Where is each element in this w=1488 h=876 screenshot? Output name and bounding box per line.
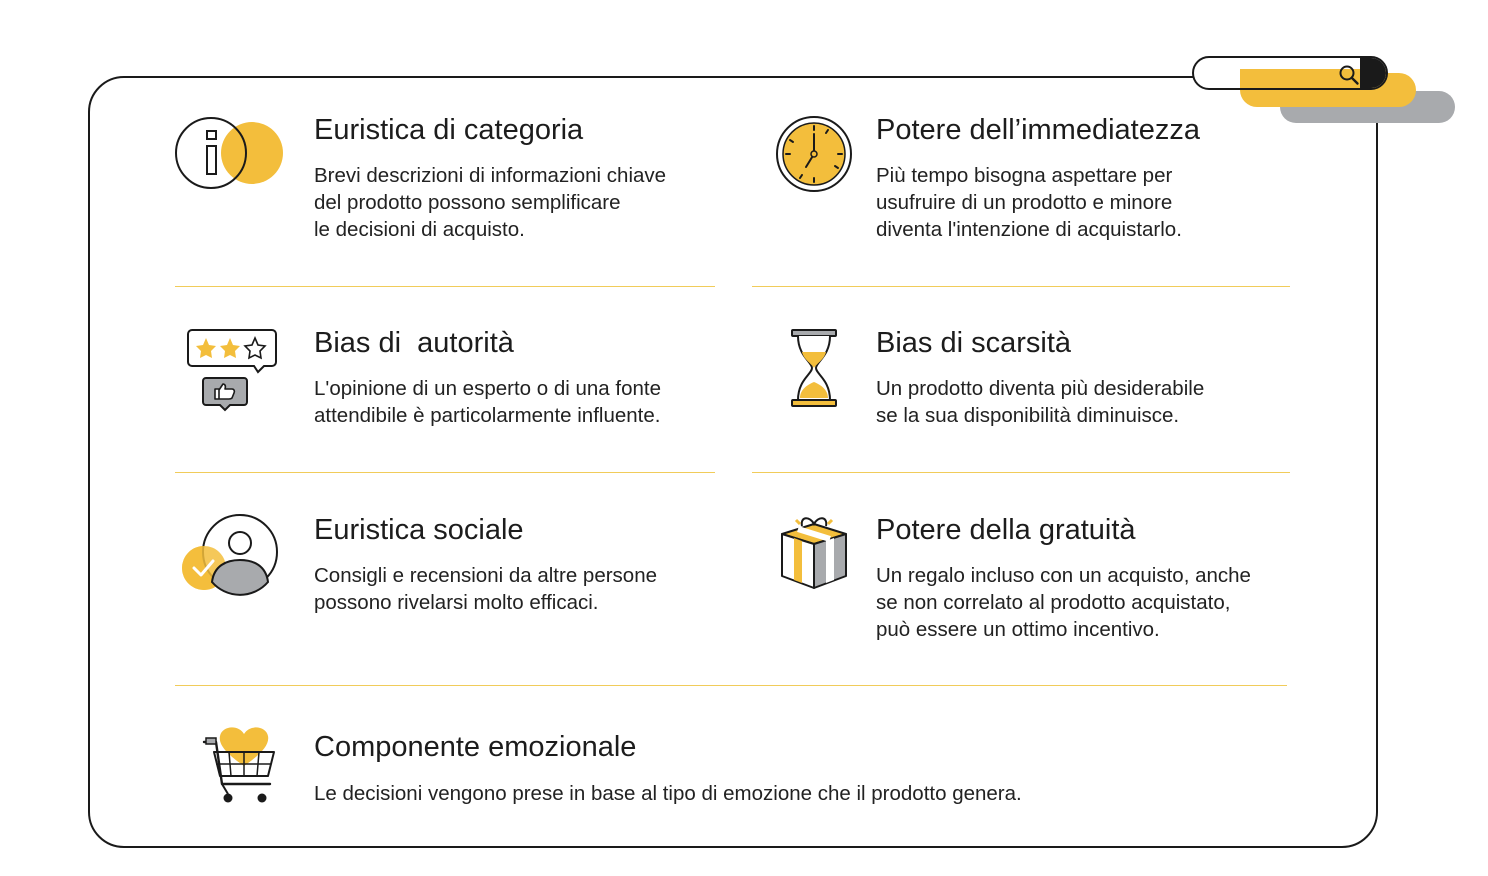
rating-thumbs-up-icon — [184, 326, 280, 417]
card-desc-potere-gratuita: Un regalo incluso con un acquisto, anche se non correlato al prodotto acquistato, può essere un ottimo incentivo. — [876, 564, 1251, 641]
search-icon[interactable] — [1338, 64, 1360, 86]
info-icon — [172, 116, 288, 199]
card-title-euristica-sociale: Euristica sociale — [314, 514, 524, 546]
divider — [752, 286, 1290, 287]
card-title-bias-scarsita: Bias di scarsità — [876, 327, 1072, 359]
card-title-componente-emozionale: Componente emozionale — [314, 731, 637, 763]
card-title-potere-gratuita: Potere della gratuità — [876, 514, 1136, 546]
cart-heart-icon — [200, 726, 284, 815]
divider — [175, 685, 1287, 686]
hourglass-icon — [788, 326, 840, 415]
card-title-potere-immediatezza: Potere dell’immediatezza — [876, 114, 1200, 146]
divider — [752, 472, 1290, 473]
card-desc-bias-scarsita: Un prodotto diventa più desiderabile se la sua disponibilità diminuisce. — [876, 377, 1205, 427]
card-desc-euristica-categoria: Brevi descrizioni di informazioni chiave del prodotto possono semplificare le decisioni di acquisto. — [314, 164, 667, 241]
search-bar[interactable] — [1192, 56, 1388, 90]
divider — [175, 472, 715, 473]
clock-icon — [774, 114, 854, 199]
card-desc-potere-immediatezza: Più tempo bisogna aspettare per usufruire di un prodotto e minore diventa l'intenzione di acquistarlo. — [876, 164, 1182, 241]
divider — [175, 286, 715, 287]
verified-user-icon — [180, 512, 284, 601]
gift-icon — [778, 512, 850, 597]
card-desc-componente-emozionale: Le decisioni vengono prese in base al tipo di emozione che il prodotto genera. — [314, 782, 1022, 805]
card-title-bias-autorita: Bias di autorità — [314, 327, 514, 359]
card-desc-euristica-sociale: Consigli e recensioni da altre persone possono rivelarsi molto efficaci. — [314, 564, 658, 614]
card-title-euristica-categoria: Euristica di categoria — [314, 114, 584, 146]
card-desc-bias-autorita: L'opinione di un esperto o di una fonte attendibile è particolarmente influente. — [314, 377, 661, 427]
